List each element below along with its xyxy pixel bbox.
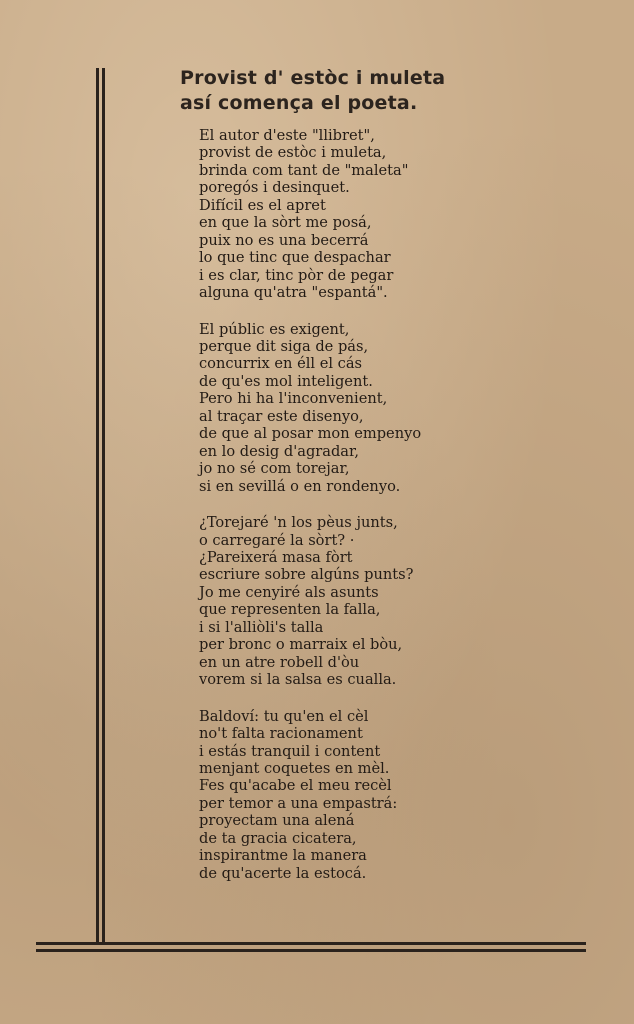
poem-line: en lo desig d'agradar, (199, 442, 360, 460)
poem-line: puix no es una becerrá (199, 231, 369, 249)
poem-line: per bronc o marraix el bòu, (199, 636, 403, 654)
poem-line: ¿Pareixerá masa fòrt (199, 548, 353, 566)
bottom-border-rule-upper (36, 942, 586, 945)
poem-line: o carregaré la sòrt? · (199, 531, 355, 549)
poem-heading (180, 66, 500, 116)
poem-stanza (199, 127, 479, 302)
poem-line: no't falta racionament (199, 725, 363, 743)
left-border-rule-outer (96, 68, 99, 942)
poem-line: Pero hi ha l'inconvenient, (199, 390, 388, 408)
poem-line: El autor d'este "llibret", (199, 127, 375, 144)
poem-line: i estás tranquil i content (199, 742, 381, 760)
poem-line: ¿Torejaré 'n los pèus junts, (199, 514, 398, 532)
heading-line-1: Provist d' estòc i muleta (180, 67, 446, 89)
heading-line-2: así comença el poeta. (180, 92, 418, 114)
poem-line: Baldoví: tu qu'en el cèl (199, 707, 369, 725)
poem-stanza (199, 321, 479, 496)
poem-line: concurrix en éll el cás (199, 355, 363, 373)
poem-line: si en sevillá o en rondenyo. (199, 477, 401, 495)
poem-line: Fes qu'acabe el meu recèl (199, 777, 392, 795)
left-border-rule-inner (102, 68, 105, 942)
poem-line: vorem si la salsa es cualla. (199, 671, 397, 689)
bottom-border-rule-lower (36, 949, 586, 952)
poem-line: al traçar este disenyo, (199, 407, 364, 425)
poem-line: brinda com tant de "maleta" (199, 161, 409, 179)
poem-line: poregós i desinquet. (199, 179, 350, 197)
poem-line: Difícil es el apret (199, 196, 326, 214)
poem-line: escriure sobre algúns punts? (199, 566, 414, 584)
poem-line: lo que tinc que despachar (199, 249, 391, 267)
poem-line: en un atre robell d'òu (199, 653, 360, 671)
poem-line: de que al posar mon empenyo (199, 425, 422, 443)
poem-line: per temor a una empastrá: (199, 794, 398, 812)
poem-line: inspirantme la manera (199, 847, 367, 865)
poem-line: jo no sé com torejar, (199, 460, 350, 478)
poem-line: menjant coquetes en mèl. (199, 759, 390, 777)
poem-line: de qu'acerte la estocá. (199, 864, 367, 882)
poem-line: Jo me cenyiré als asunts (199, 583, 379, 601)
poem-line: i si l'alliòli's talla (199, 618, 324, 636)
poem-line: provist de estòc i muleta, (199, 144, 387, 162)
poem-line: i es clar, tinc pòr de pegar (199, 266, 394, 284)
poem-stanza (199, 708, 479, 883)
poem-body (199, 127, 479, 882)
poem-stanza (199, 514, 479, 689)
poem-line: perque dit siga de pás, (199, 337, 369, 355)
poem-line: que representen la falla, (199, 601, 381, 619)
poem-line: proyectam una alená (199, 812, 355, 830)
poem-line: de ta gracia cicatera, (199, 829, 357, 847)
poem-line: en que la sòrt me posá, (199, 214, 372, 232)
poem-line: alguna qu'atra "espantá". (199, 284, 388, 302)
poem-line: El públic es exigent, (199, 320, 350, 338)
poem-line: de qu'es mol inteligent. (199, 372, 373, 390)
